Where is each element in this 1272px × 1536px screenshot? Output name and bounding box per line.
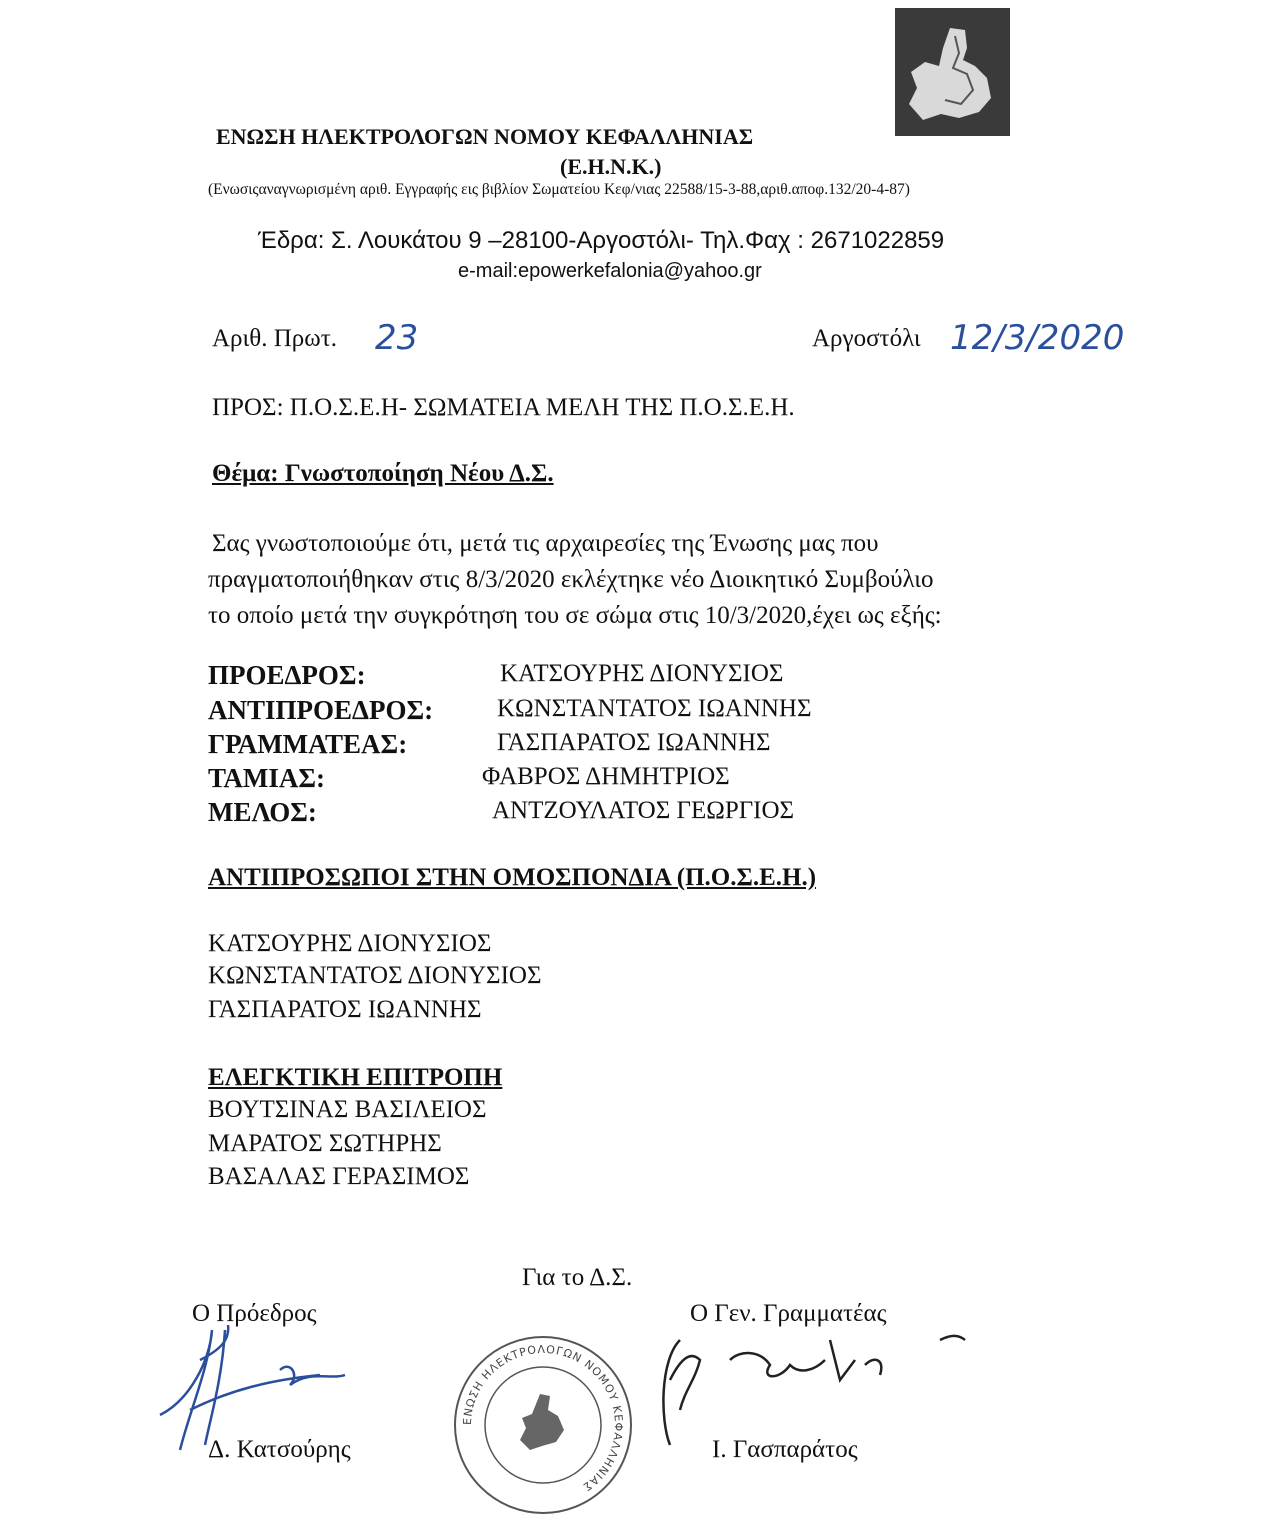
island-map-icon bbox=[895, 8, 1010, 136]
board-name-treasurer: ΦΑΒΡΟΣ ΔΗΜΗΤΡΙΟΣ bbox=[482, 763, 730, 790]
stamp-text: ΕΝΩΣΗ ΗΛΕΚΤΡΟΛΟΓΩΝ ΝΟΜΟΥ ΚΕΦΑΛΛΗΝΙΑΣ bbox=[460, 1342, 626, 1494]
audit-member-name: ΒΑΣΑΛΑΣ ΓΕΡΑΣΙΜΟΣ bbox=[208, 1163, 470, 1190]
for-board-label: Για το Δ.Σ. bbox=[522, 1264, 633, 1291]
audit-heading: ΕΛΕΓΚΤΙΚΗ ΕΠΙΤΡΟΠΗ bbox=[208, 1064, 503, 1091]
email-line: e-mail:epowerkefalonia@yahoo.gr bbox=[458, 260, 762, 282]
representative-name: ΓΑΣΠΑΡΑΤΟΣ ΙΩΑΝΝΗΣ bbox=[208, 996, 482, 1023]
protocol-number: 23 bbox=[375, 318, 419, 358]
board-name-secretary: ΓΑΣΠΑΡΑΤΟΣ ΙΩΑΝΝΗΣ bbox=[497, 729, 771, 756]
body-line-1: Σας γνωστοποιούμε ότι, μετά τις αρχαιρεσίες της Ένωσης μας που bbox=[212, 530, 879, 557]
date-handwritten: 12/3/2020 bbox=[950, 318, 1125, 358]
representative-name: ΚΩΝΣΤΑΝΤΑΤΟΣ ΔΙΟΝΥΣΙΟΣ bbox=[208, 962, 542, 989]
board-role-member: ΜΕΛΟΣ: bbox=[208, 797, 317, 827]
recipient-line: ΠΡΟΣ: Π.Ο.Σ.Ε.Η- ΣΩΜΑΤΕΙΑ ΜΕΛΗ ΤΗΣ Π.Ο.Σ.Ε.Η. bbox=[212, 394, 795, 421]
board-role-vice-president: ΑΝΤΙΠΡΟΕΔΡΟΣ: bbox=[208, 695, 434, 725]
board-role-president: ΠΡΟΕΔΡΟΣ: bbox=[208, 660, 366, 690]
board-role-secretary: ΓΡΑΜΜΑΤΕΑΣ: bbox=[208, 729, 408, 759]
board-role-treasurer: ΤΑΜΙΑΣ: bbox=[208, 763, 326, 793]
address-line: Έδρα: Σ. Λουκάτου 9 –28100-Αργοστόλι- Τηλ.Φαχ : 2671022859 bbox=[258, 227, 945, 254]
audit-member-name: ΒΟΥΤΣΙΝΑΣ ΒΑΣΙΛΕΙΟΣ bbox=[208, 1096, 487, 1123]
registration-note: (Ενωσιςαναγνωρισμένη αριθ. Εγγραφής εις βιβλίον Σωματείου Κεφ/νιας 22588/15-3-88,αριθ.αποφ.132/20-4-87) bbox=[208, 181, 910, 198]
subject-line: Θέμα: Γνωστοποίηση Νέου Δ.Σ. bbox=[212, 460, 554, 487]
org-name: ΕΝΩΣΗ ΗΛΕΚΤΡΟΛΟΓΩΝ ΝΟΜΟΥ ΚΕΦΑΛΛΗΝΙΑΣ bbox=[216, 124, 754, 149]
board-name-president: ΚΑΤΣΟΥΡΗΣ ΔΙΟΝΥΣΙΟΣ bbox=[500, 660, 784, 687]
audit-member-name: ΜΑΡΑΤΟΣ ΣΩΤΗΡΗΣ bbox=[208, 1130, 442, 1157]
board-name-member: ΑΝΤΖΟΥΛΑΤΟΣ ΓΕΩΡΓΙΟΣ bbox=[492, 797, 795, 824]
secretary-name: Ι. Γασπαράτος bbox=[712, 1436, 858, 1463]
place-label: Αργοστόλι bbox=[812, 325, 921, 352]
union-stamp bbox=[450, 1332, 636, 1518]
org-abbreviation: (Ε.Η.Ν.Κ.) bbox=[560, 154, 662, 179]
representative-name: ΚΑΤΣΟΥΡΗΣ ΔΙΟΝΥΣΙΟΣ bbox=[208, 930, 492, 957]
protocol-label: Αριθ. Πρωτ. bbox=[212, 325, 338, 352]
president-name: Δ. Κατσούρης bbox=[208, 1436, 351, 1463]
president-title: Ο Πρόεδρος bbox=[192, 1300, 317, 1327]
board-name-vice-president: ΚΩΝΣΤΑΝΤΑΤΟΣ ΙΩΑΝΝΗΣ bbox=[497, 695, 812, 722]
representatives-heading: ΑΝΤΙΠΡΟΣΩΠΟΙ ΣΤΗΝ ΟΜΟΣΠΟΝΔΙΑ (Π.Ο.Σ.Ε.Η.) bbox=[208, 864, 817, 891]
secretary-title: Ο Γεν. Γραμματέας bbox=[690, 1300, 887, 1327]
body-line-2: πραγματοποιήθηκαν στις 8/3/2020 εκλέχτηκε νέο Διοικητικό Συμβούλιο bbox=[208, 566, 934, 593]
union-logo bbox=[895, 8, 1010, 136]
body-line-3: το οποίο μετά την συγκρότηση του σε σώμα στις 10/3/2020,έχει ως εξής: bbox=[208, 602, 942, 629]
